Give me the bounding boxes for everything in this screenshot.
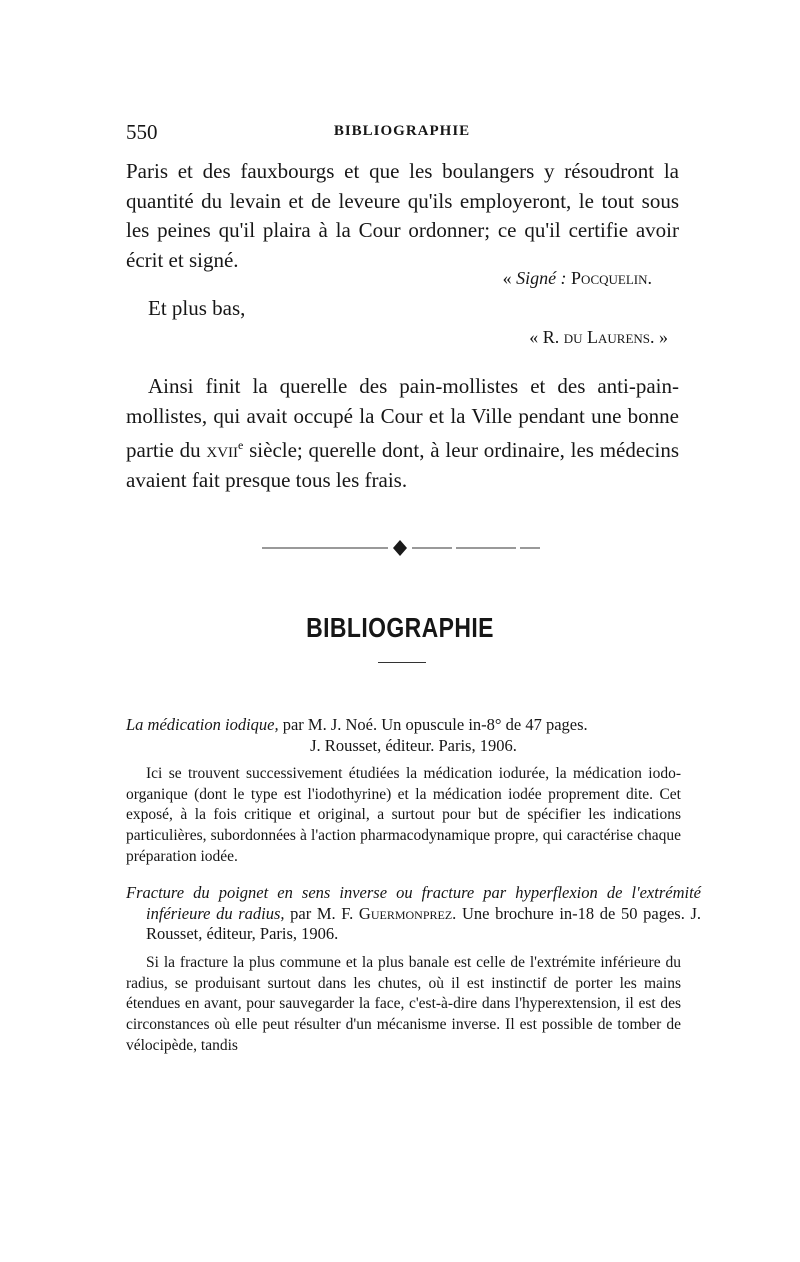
section-title: BIBLIOGRAPHIE	[306, 612, 494, 643]
entry-2-author-prefix: par M. F.	[290, 903, 354, 923]
signatory-initial: « R.	[529, 327, 560, 347]
century-numeral: xvii	[206, 438, 239, 462]
paragraph-conclusion	[126, 372, 679, 495]
signature-close-quote: »	[659, 327, 668, 347]
signatory-name: Pocquelin.	[571, 268, 652, 288]
entry-2-author-name: Guermonprez.	[358, 903, 457, 923]
running-title: BIBLIOGRAPHIE	[333, 123, 471, 139]
entry-2-citation	[126, 883, 701, 945]
conclusion-text-b: siècle; querelle dont, à leur ordinaire, les médecins avaient fait presque tous les frais.	[126, 438, 680, 492]
entry-2-details: Une brochure in-18 de 50 pages. J. Rousset, éditeur, Paris, 1906.	[146, 903, 702, 943]
conclusion-text-a: Ainsi finit la querelle des pain-mollistes et des anti-pain-mollistes, qui avait occupé la Cour et la Ville pendant une bonne partie du	[126, 374, 679, 462]
page-number: 550	[126, 120, 158, 144]
entry-1-citation	[126, 715, 701, 756]
et-plus-bas: Et plus bas,	[148, 296, 246, 320]
signature-open-quote: «	[502, 268, 512, 288]
entry-1-title: La médication iodique,	[126, 715, 279, 734]
signature-pocquelin	[503, 268, 652, 289]
entry-1-author: par M. J. Noé. Un opuscule in-8° de 47 pages.	[282, 715, 588, 734]
entry-1-review: Ici se trouvent successivement étudiées la médication iodurée, la médication iodo-organique (dont le type est l'iodothyrine) et la médication iodée proprement dite. Cet exposé, à la fois critique et original, a surtout pour but de spécifier les indications particulières, subordonnées à l'action pharmacodynamique propre, qui caractérise chaque préparation iodée.	[126, 765, 681, 865]
entry-2-review: Si la fracture la plus commune et la plus banale est celle de l'extrémite inférieure du radius, se produisant surtout dans les chutes, où il est instinctif de porter les mains étendues en avant, pour sauvegarder la face, c'est-à-dire dans l'hyperextension, il est des circonstances où elle peut résulter d'un mécanisme inverse. Il est possible de tomber de vélocipède, tandis	[126, 954, 681, 1054]
title-rule	[378, 662, 426, 663]
page-header	[126, 120, 678, 144]
entry-1-publisher: J. Rousset, éditeur. Paris, 1906.	[310, 735, 517, 755]
century-superscript: e	[238, 438, 244, 452]
ornament-divider	[262, 538, 540, 558]
signe-label: Signé :	[516, 268, 567, 288]
signatory-name: du Laurens.	[563, 327, 655, 347]
entry-2-title: Fracture du poignet en sens inverse ou fracture par hyperflexion de l'extrémité inférieure du radius,	[126, 883, 701, 923]
paragraph-ordinance-end: Paris et des fauxbourgs et que les boulangers y résoudront la quantité du levain et de leveure qu'ils employeront, le tout sous les peines qu'il plaira à la Cour ordonner; ce qu'il certifie avoir écrit et signé.	[126, 159, 679, 272]
signature-du-laurens	[529, 327, 668, 348]
